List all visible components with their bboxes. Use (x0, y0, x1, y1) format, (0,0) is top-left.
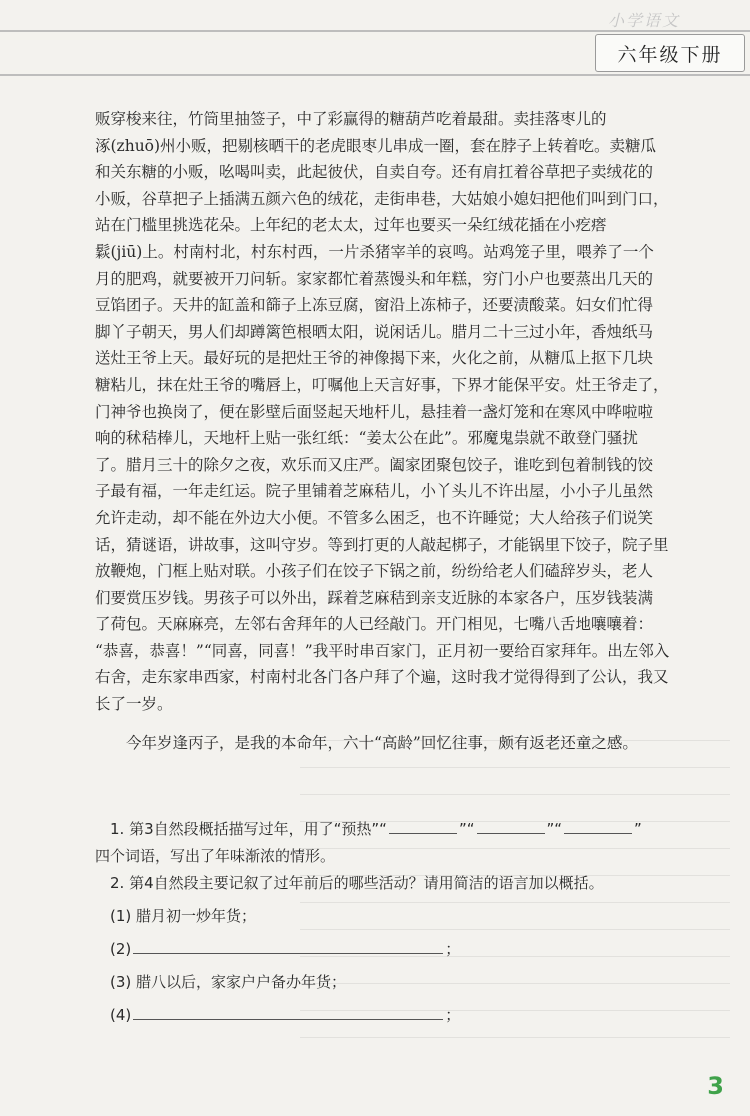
header-divider-bottom (0, 74, 750, 76)
series-logo: 小学语文 (607, 11, 680, 30)
semicolon: ； (445, 940, 461, 958)
passage-line: 右舍，走东家串西家，村南村北各门各户拜了个遍，这时我才觉得得到了公认，我又 (95, 668, 669, 687)
passage-line: 和关东糖的小贩，吆喝叫卖，此起彼伏，自卖自夸。还有肩扛着谷草把子卖绒花的 (95, 163, 654, 182)
answer-item-1: (1) 腊月初一炒年货； (110, 907, 257, 925)
question-1-continuation: 四个词语，写出了年味渐浓的情形。 (95, 847, 336, 865)
answer-blank-4[interactable] (133, 938, 443, 954)
question-1 (95, 816, 680, 843)
quote-sep: ”“ (458, 820, 475, 838)
passage-line: 们要赏压岁钱。男孩子可以外出，踩着芝麻秸到亲支近脉的本家各户，压岁钱装满 (95, 588, 654, 607)
passage-line: 豆馅团子。天井的缸盖和篩子上冻豆腐，窗沿上冻柿子，还要渍酸菜。妇女们忙得 (95, 296, 654, 315)
passage-line: 了荷包。天麻麻亮，左邻右舍拜年的人已经敲门。开门相见，七嘴八舌地嚷嚷着： (95, 615, 654, 634)
passage-line: 小贩，谷草把子上插满五颜六色的绒花，走街串巷，大姑娘小媳妇把他们叫到门口， (95, 189, 669, 208)
passage-line: 允许走动，却不能在外边大小便。不管多么困乏，也不许睡觉；大人给孩子们说笑 (95, 508, 654, 527)
question-1-prefix: 1. 第3自然段概括描写过年，用了“预热”“ (110, 820, 387, 838)
answer-item-2 (95, 936, 680, 963)
passage-line: 送灶王爷上天。最好玩的是把灶王爷的神像揭下来，火化之前，从糖瓜上抠下几块 (95, 349, 654, 368)
answer-item-3: (3) 腊八以后，家家户户备办年货； (110, 973, 347, 991)
passage-line: 涿(zhuō)州小贩，把剔核晒干的老虎眼枣儿串成一圈，套在脖子上转着吃。卖糖瓜 (95, 136, 657, 155)
answer-blank-3[interactable] (564, 818, 632, 834)
passage-line: 贩穿梭来往，竹筒里抽签子，中了彩赢得的糖葫芦吃着最甜。卖挂落枣儿的 (95, 110, 607, 128)
passage-line: 话，猜谜语，讲故事，这叫守岁。等到打更的人敲起梆子，才能锅里下饺子，院子里 (95, 535, 669, 554)
passage (95, 106, 680, 756)
quote-sep: ”“ (546, 820, 563, 838)
exercise-section (95, 816, 680, 1029)
passage-line: 子最有福，一年走红运。院子里铺着芝麻秸儿，小丫头儿不许出屋，小小子儿虽然 (95, 482, 654, 501)
passage-line: 门神爷也换岗了，便在影壁后面竖起天地杆儿，悬挂着一盏灯笼和在寒风中哗啦啦 (95, 402, 654, 421)
page-number: 3 (707, 1072, 724, 1100)
quote-close: ” (634, 820, 642, 838)
passage-line: 了。腊月三十的除夕之夜，欢乐而又庄严。阖家团聚包饺子，谁吃到包着制钱的饺 (95, 455, 654, 474)
passage-line: 月的肥鸡，就要被开刀问斩。家家都忙着蒸馒头和年糕，穷门小户也要蒸出几天的 (95, 269, 654, 288)
answer-blank-1[interactable] (389, 818, 457, 834)
question-2: 2. 第4自然段主要记叙了过年前后的哪些活动？请用简洁的语言加以概括。 (110, 874, 604, 892)
passage-line: 响的秫秸棒儿，天地杆上贴一张红纸：“姜太公在此”。邪魔鬼祟就不敢登门骚扰 (95, 429, 638, 448)
answer-item-2-label: (2) (110, 940, 132, 958)
answer-blank-5[interactable] (133, 1004, 443, 1020)
answer-item-4-label: (4) (110, 1006, 132, 1024)
passage-line: 鬏(jiū)上。村南村北，村东村西，一片杀猪宰羊的哀鸣。站鸡笼子里，喂养了一个 (95, 242, 654, 261)
answer-blank-2[interactable] (477, 818, 545, 834)
closing-paragraph: 今年岁逢丙子，是我的本命年，六十“高龄”回忆往事，颇有返老还童之感。 (126, 733, 638, 752)
header-divider-top (0, 30, 750, 32)
passage-line: 糖粘儿，抹在灶王爷的嘴唇上，叮嘱他上天言好事，下界才能保平安。灶王爷走了， (95, 375, 669, 394)
grade-label: 六年级下册 (595, 34, 745, 72)
passage-line: 放鞭炮，门框上贴对联。小孩子们在饺子下锅之前，纷纷给老人们磕辞岁头，老人 (95, 562, 654, 581)
passage-line: 脚丫子朝天，男人们却蹲篱笆根晒太阳，说闲话儿。腊月二十三过小年，香烛纸马 (95, 322, 654, 341)
answer-item-4 (95, 1002, 680, 1029)
passage-line: 长了一岁。 (95, 695, 173, 714)
passage-line: “恭喜，恭喜！”“同喜，同喜！”我平时串百家门，正月初一要给百家拜年。出左邻入 (95, 641, 670, 660)
semicolon: ； (445, 1006, 461, 1024)
passage-line: 站在门槛里挑选花朵。上年纪的老太太，过年也要买一朵红绒花插在小疙瘩 (95, 216, 607, 235)
